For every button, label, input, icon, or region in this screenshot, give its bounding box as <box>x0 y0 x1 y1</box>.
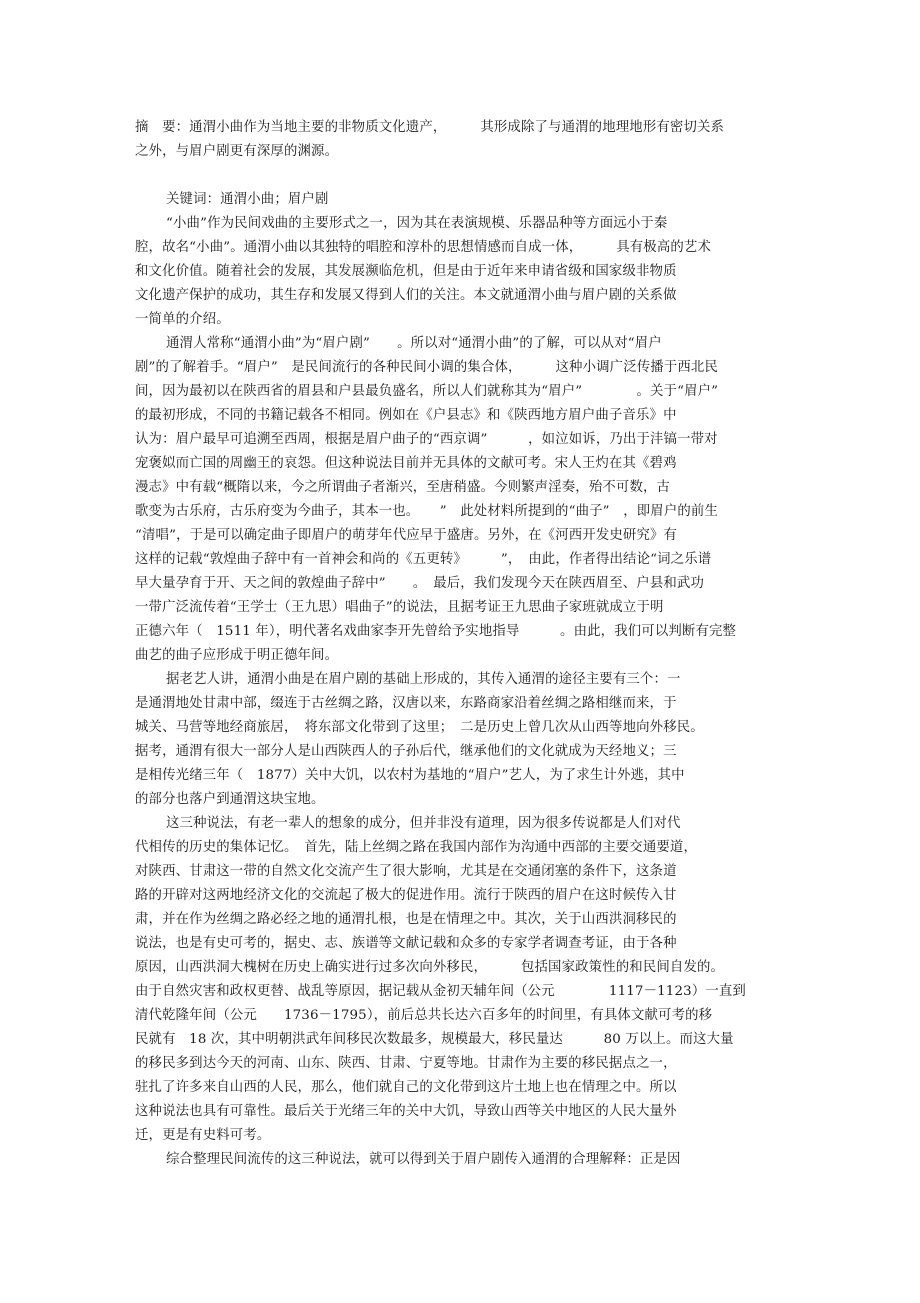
paragraph-line: 这种说法也具有可靠性。最后关于光绪三年的关中大饥，导致山西等关中地区的人民大量外 <box>135 1104 677 1119</box>
paragraph-line: 肃，并在作为丝绸之路必经之地的通渭扎根，也是在情理之中。其次，关于山西洪洞移民的 <box>135 912 677 927</box>
paragraph-line: 清代乾隆年间（公元 1736－1795），前后总共长达六百多年的时间里，有具体文献可考的移 <box>135 1008 713 1023</box>
paragraph-line: 认为：眉户最早可追溯至西周，根据是眉户曲子的“西京调” ，如泣如诉，乃出于沣镐一带对 <box>135 432 718 447</box>
paragraph-line: 代相传的历史的集体记忆。 首先，陆上丝绸之路在我国内部作为沟通中西部的主要交通要道， <box>135 840 698 855</box>
paragraph-line: 的移民多到达今天的河南、山东、陕西、甘肃、宁夏等地。甘肃作为主要的移民据点之一， <box>135 1056 677 1071</box>
paragraph-line: 间，因为最初以在陕西省的眉县和户县最负盛名，所以人们就称其为“眉户” 。关于“眉户” <box>135 384 719 399</box>
paragraph-line: 歌变为古乐府，古乐府变为今曲子，其本一也。 ” 此处材料所提到的“曲子” ，即眉户的前生 <box>135 504 718 519</box>
paragraph-line: 曲艺的曲子应形成于明正德年间。 <box>135 648 339 663</box>
paragraph-line: “小曲”作为民间戏曲的主要形式之一，因为其在表演规模、乐器品种等方面远小于秦 <box>166 216 668 231</box>
paragraph-line: 正德六年（ 1511 年），明代著名戏曲家李开先曾给予实地指导 。由此，我们可以判断有完整 <box>135 624 737 639</box>
paragraph-line: 迁，更是有史料可考。 <box>135 1128 271 1143</box>
paragraph-line: 文化遗产保护的成功，其生存和发展又得到人们的关注。本文就通渭小曲与眉户剧的关系做 <box>135 288 677 303</box>
paragraph-line: 这三种说法，有老一辈人的想象的成分，但并非没有道理，因为很多传说都是人们对代 <box>166 816 681 831</box>
paragraph-line: 据老艺人讲，通渭小曲是在眉户剧的基础上形成的，其传入通渭的途径主要有三个：一 <box>166 672 681 687</box>
paragraph-line: 是相传光绪三年（ 1877）关中大饥，以农村为基地的“眉户”艺人，为了求生计外逃，其中 <box>135 768 685 783</box>
paragraph-line: 通渭人常称“通渭小曲”为“眉户剧” 。所以对“通渭小曲”的了解，可以从对“眉户 <box>166 336 662 351</box>
abstract-line: 之外，与眉户剧更有深厚的渊源。 <box>135 144 339 159</box>
paragraph-line: 由于自然灾害和政权更替、战乱等原因，据记载从金初天辅年间（公元 1117－1123）一直到 <box>135 984 746 999</box>
paragraph-line: 综合整理民间流传的这三种说法，就可以得到关于眉户剧传入通渭的合理解释：正是因 <box>166 1152 681 1167</box>
paragraph-line: 这样的记载“敦煌曲子辞中有一首神会和尚的《五更转》 ”， 由此，作者得出结论“词之乐谱 <box>135 552 712 567</box>
paragraph-line: 剧”的了解着手。“眉户” 是民间流行的各种民间小调的集合体， 这种小调广泛传播于西北民 <box>135 360 718 375</box>
abstract-line: 摘 要：通渭小曲作为当地主要的非物质文化遗产， 其形成除了与通渭的地理地形有密切关系 <box>135 120 725 135</box>
paragraph-line: 一带广泛流传着“王学士（王九思）唱曲子”的说法，且据考证王九思曲子家班就成立于明 <box>135 600 664 615</box>
paragraph-line: 据考，通渭有很大一部分人是山西陕西人的子孙后代，继承他们的文化就成为天经地义；三 <box>135 744 677 759</box>
keywords-line: 关键词：通渭小曲；眉户剧 <box>166 192 329 207</box>
paragraph-line: 驻扎了许多来自山西的人民，那么，他们就自己的文化带到这片土地上也在情理之中。所以 <box>135 1080 677 1095</box>
paragraph-line: 路的开辟对这两地经济文化的交流起了极大的促进作用。流行于陕西的眉户在这时候传入甘 <box>135 888 677 903</box>
paragraph-line: 原因，山西洪洞大槐树在历史上确实进行过多次向外移民， 包括国家政策性的和民间自发的。 <box>135 960 725 975</box>
paragraph-line: 是通渭地处甘肃中部，缀连于古丝绸之路，汉唐以来，东路商家沿着丝绸之路相继而来，于 <box>135 696 677 711</box>
paragraph-line: 城关、马营等地经商旅居， 将东部文化带到了这里； 二是历史上曾几次从山西等地向外移民。 <box>135 720 704 735</box>
paragraph-line: 一简单的介绍。 <box>135 312 230 327</box>
paragraph-line: 和文化价值。随着社会的发展，其发展濒临危机，但是由于近年来申请省级和国家级非物质 <box>135 264 677 279</box>
paragraph-line: 说法，也是有史可考的，据史、志、族谱等文献记载和众多的专家学者调查考证，由于各种 <box>135 936 677 951</box>
paragraph-line: 的最初形成，不同的书籍记载各不相同。例如在《户县志》和《陕西地方眉户曲子音乐》中 <box>135 408 677 423</box>
paragraph-line: 腔，故名“小曲”。通渭小曲以其独特的唱腔和淳朴的思想情感而自成一体， 具有极高的艺术 <box>135 240 711 255</box>
paragraph-line: 的部分也落户到通渭这块宝地。 <box>135 792 325 807</box>
paragraph-line: 早大量孕育于开、天之间的敦煌曲子辞中” 。 最后，我们发现今天在陕西眉至、户县和武功 <box>135 576 704 591</box>
paragraph-line: 对陕西、甘肃这一带的自然文化交流产生了很大影响，尤其是在交通闭塞的条件下，这条道 <box>135 864 677 879</box>
paragraph-line: 民就有 18 次，其中明朝洪武年间移民次数最多，规模最大，移民量达 80 万以上。而这大量 <box>135 1032 734 1047</box>
paragraph-line: 宠褒姒而亡国的周幽王的哀怨。但这种说法目前并无具体的文献可考。宋人王灼在其《碧鸡 <box>135 456 677 471</box>
paragraph-line: “清唱”，于是可以确定曲子即眉户的萌芽年代应早于盛唐。另外，在《河西开发史研究》有 <box>135 528 678 543</box>
paragraph-line: 漫志》中有载“概隋以来，今之所谓曲子者渐兴，至唐稍盛。今则繁声淫奏，殆不可数，古 <box>135 480 671 495</box>
